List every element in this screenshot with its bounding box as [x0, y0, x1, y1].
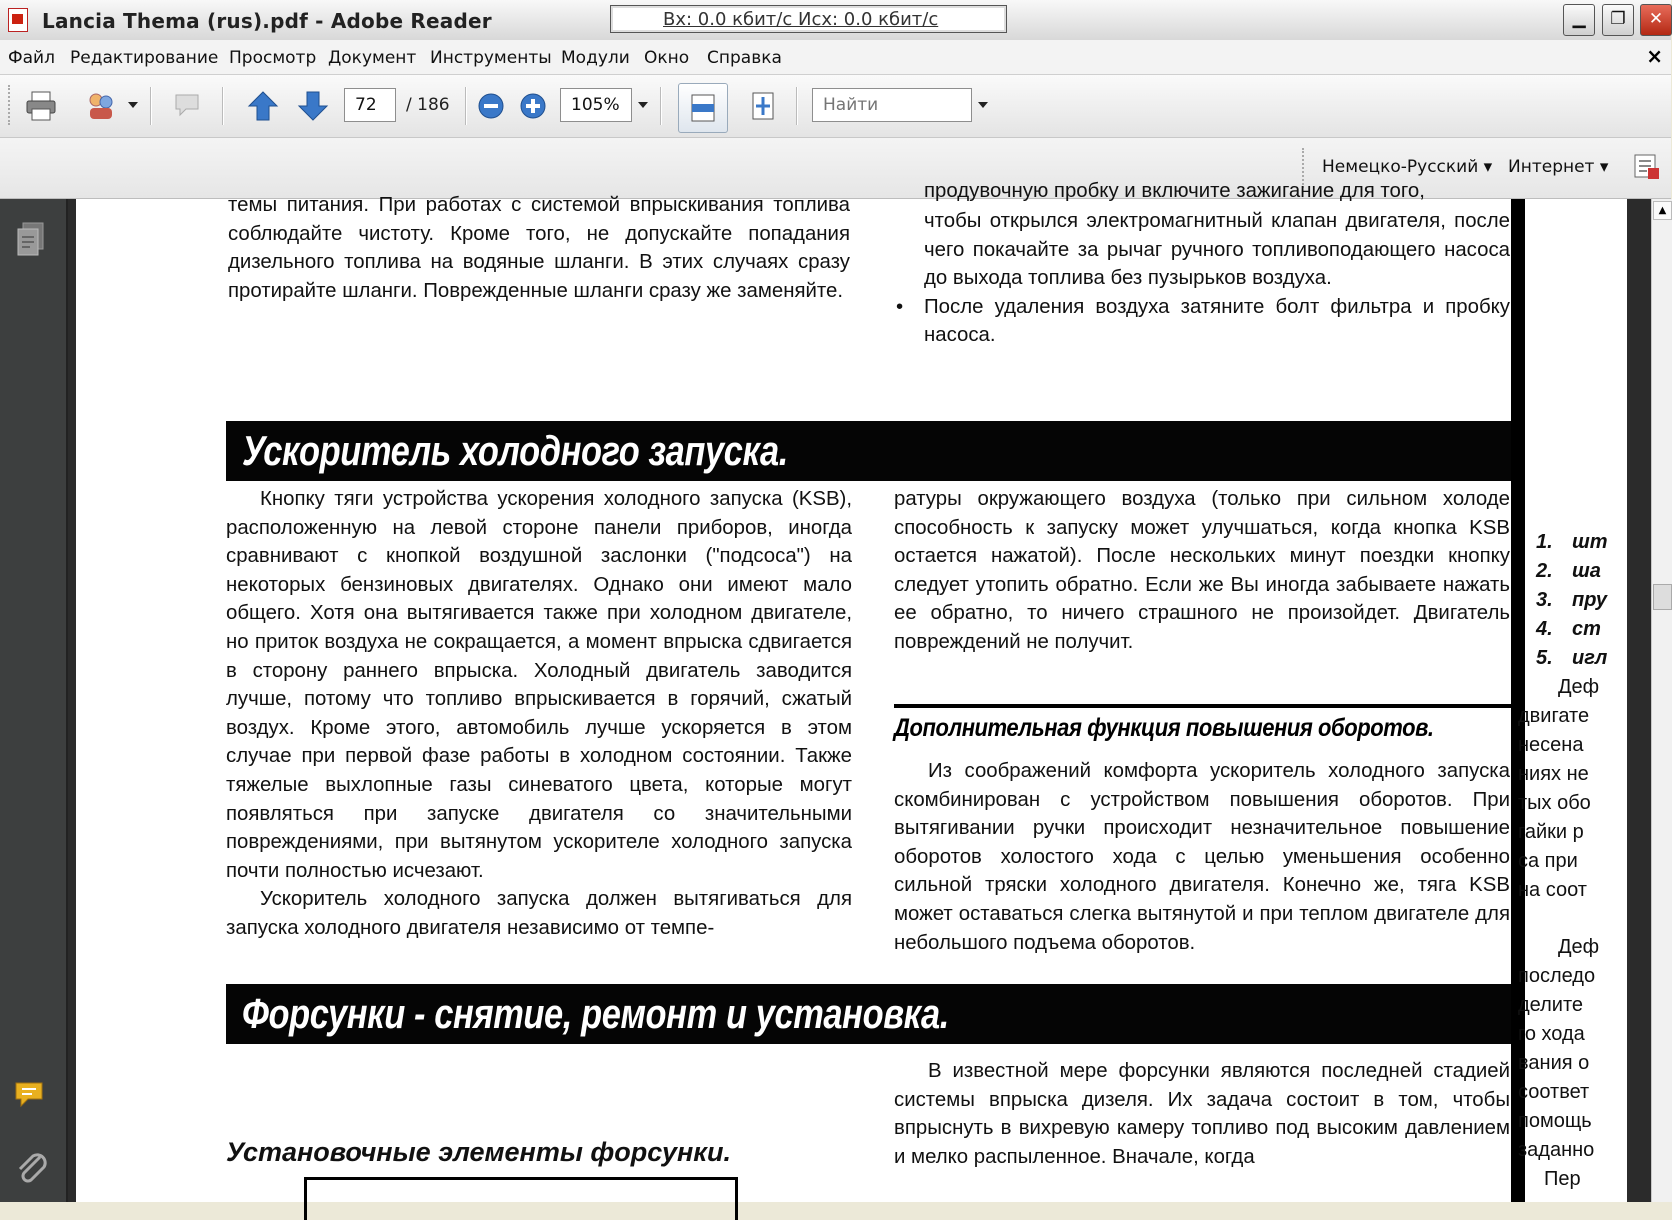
adobe-reader-icon [8, 8, 28, 32]
collaborate-icon[interactable] [84, 89, 118, 123]
previous-page-icon[interactable] [246, 89, 280, 123]
minimize-button[interactable]: ▁ [1563, 4, 1595, 36]
text-fragment: делите [1518, 994, 1584, 1016]
menu-bar [0, 40, 1671, 75]
translate-icon[interactable] [1632, 152, 1662, 182]
zoom-in-icon[interactable] [518, 91, 548, 121]
document-viewport[interactable] [68, 180, 1651, 1202]
text-fragment: заданно [1518, 1139, 1595, 1161]
text-fragment: Деф [1558, 936, 1600, 958]
text-fragment: соответ [1518, 1081, 1590, 1103]
toolbar-separator [150, 87, 152, 125]
zoom-level-input[interactable] [560, 88, 632, 122]
zoom-out-icon[interactable] [476, 91, 506, 121]
install-diagram-frame [304, 1177, 738, 1220]
toolbar-separator [660, 87, 662, 125]
comment-icon[interactable] [172, 89, 206, 123]
section-banner-injectors: Форсунки - снятие, ремонт и установка. [226, 984, 1527, 1044]
network-meter-text: Вх: 0.0 кбит/с Исх: 0.0 кбит/с [663, 9, 939, 30]
list-number: 3. [1536, 589, 1553, 611]
fit-page-icon[interactable] [746, 89, 780, 123]
text-fragment: тых обо [1518, 792, 1591, 814]
toolbar-separator [465, 87, 467, 125]
find-dropdown-icon[interactable] [978, 102, 988, 108]
text-fragment: гайки р [1518, 821, 1584, 843]
paragraph-bleeding: чтобы открылся электромагнитный клапан двигателя, после чего покачайте за рычаг ручного топливоподающего насоса до выхода топлива без пузырьков воздуха. • После удаления воздуха затяните болт фильтра и пробку насоса. [924, 207, 1510, 350]
next-page-fragment [1514, 199, 1627, 1202]
list-item: игл [1572, 647, 1608, 669]
print-icon[interactable] [24, 89, 58, 123]
install-heading: Установочные элементы форсунки. [226, 1137, 731, 1167]
text-fragment: Пер [1544, 1168, 1581, 1190]
text-fragment: Деф [1558, 676, 1600, 698]
page-total: / 186 [406, 95, 450, 115]
subsection-heading: Дополнительная функция повышения оборотов. [894, 704, 1512, 743]
pages-icon[interactable] [14, 221, 48, 259]
dictionary-dropdown[interactable]: Немецко-Русский ▾ [1322, 157, 1493, 177]
vertical-scrollbar[interactable] [1651, 199, 1672, 1202]
next-page-icon[interactable] [296, 89, 330, 123]
list-item: ша [1572, 560, 1601, 582]
list-item: шт [1572, 531, 1608, 553]
toolbar-grip[interactable] [8, 85, 14, 125]
network-meter [610, 5, 1007, 33]
text-fragment: го хода [1518, 1023, 1585, 1045]
text-fragment: са при [1518, 850, 1578, 872]
list-number: 4. [1536, 618, 1553, 640]
attachments-icon[interactable] [12, 1149, 52, 1189]
paragraph-ksb-left: Кнопку тяги устройства ускорения холодного запуска (KSB), расположенную на левой стороне панели приборов, иногда сравнивают с кнопкой воздушной заслонки ("подсоса") на некоторых бензиновых двигателях. Однако они имеют мало общего. Хотя она вытягивается также при холодном двигателе, но приток воздуха не сокращается, а момент впрыска сдвигается в сторону раннего впрыска. Холодный двигатель заводится лучше, потому что топливо впрыскивается в горячий, сжатый воздух. Кроме этого, автомобиль лучше ускоряется в этом случае при первой фазе работы в холодном состоянии. Также тяжелые выхлопные газы синеватого цвета, которые могут появляться при запуске двигателя со значительными повреждениями, при вытянутом ускорителе холодного запуска почти полностью исчезают. Ускоритель холодного запуска должен вытягиваться для запуска холодного двигателя независимо от темпе- [226, 488, 852, 939]
text-fragment: вания о [1518, 1052, 1590, 1074]
list-number: 5. [1536, 647, 1553, 669]
menu-tools[interactable]: Инструменты [430, 48, 552, 68]
paragraph-injectors: В известной мере форсунки являются последней стадией системы впрыска дизеля. Их задача состоит в том, чтобы впрыснуть в вихревую камеру топливо под высоким давлением и мелко распыленное. Вначале, когда [894, 1060, 1510, 1168]
text-fragment: ниях не [1518, 763, 1589, 785]
bullet-item: • После удаления воздуха затяните болт фильтра и пробку насоса. [896, 293, 1510, 350]
text-fragment: последо [1518, 965, 1596, 987]
paragraph-fuel-hoses: темы питания. При работах с системой впрыскивания топлива соблюдайте чистоту. Кроме того, не допускайте попадания дизельного топлива на водяные шланги. В этих случаях сразу протирайте шланги. Поврежденные шланги сразу же заменяйте. [228, 194, 850, 302]
list-item: ст [1572, 618, 1601, 640]
text-fragment: двигате [1518, 705, 1590, 727]
text-fragment: несена [1518, 734, 1584, 756]
text-fragment: помощь [1518, 1110, 1592, 1132]
find-input[interactable] [812, 88, 972, 122]
window-title: Lancia Thema (rus).pdf - Adobe Reader [42, 9, 492, 33]
navigation-pane [0, 199, 68, 1202]
menu-document[interactable]: Документ [328, 48, 417, 68]
web-search-dropdown[interactable]: Интернет ▾ [1508, 157, 1609, 177]
close-document-button[interactable]: × [1646, 44, 1663, 68]
scroll-up-arrow-icon[interactable]: ▲ [1653, 201, 1672, 220]
list-number: 1. [1536, 531, 1553, 553]
maximize-button[interactable]: ❐ [1602, 4, 1634, 36]
fit-width-button[interactable] [678, 83, 728, 133]
toolbar-separator [222, 87, 224, 125]
paragraph-ksb-right: ратуры окружающего воздуха (только при сильном холоде способность к запуску может улучшаться, когда кнопка KSB остается нажатой). После нескольких минут поездки кнопку следует утопить обратно. Если же Вы иногда забываете нажать ее обратно, то ничего страшного не произойдет. Двигатель повреждений не получит. [894, 488, 1510, 653]
pdf-page [76, 180, 1511, 1202]
menu-view[interactable]: Просмотр [229, 48, 317, 68]
main-toolbar [0, 75, 1671, 138]
scroll-thumb[interactable] [1653, 584, 1672, 610]
comments-icon[interactable] [12, 1079, 52, 1113]
menu-edit[interactable]: Редактирование [70, 48, 219, 68]
toolbar-separator [796, 87, 798, 125]
menu-plugins[interactable]: Модули [561, 48, 630, 68]
list-number: 2. [1536, 560, 1553, 582]
fit-width-icon [687, 92, 719, 124]
title-bar [0, 0, 1671, 41]
collaborate-dropdown-icon[interactable] [128, 102, 138, 108]
menu-window[interactable]: Окно [644, 48, 690, 68]
page-number-input[interactable] [344, 88, 396, 122]
list-item: пру [1572, 589, 1608, 611]
paragraph-idle-boost: Из соображений комфорта ускоритель холодного запуска скомбинирован с устройством повышения оборотов. При вытягивании ручки происходит незначительное повышение оборотов холостого хода с целью уменьшения особенно сильной тряски холодного двигателя. Конечно же, тяга KSB может оставаться слегка вытянутой и при теплом двигателе для небольшого подъема оборотов. [894, 760, 1510, 954]
paragraph-partial-line: продувочную пробку и включите зажигание для того, [924, 180, 1425, 202]
section-banner-cold-start: Ускоритель холодного запуска. [226, 421, 1527, 481]
zoom-dropdown-icon[interactable] [638, 102, 648, 108]
menu-file[interactable]: Файл [8, 48, 55, 68]
text-fragment: на соот [1518, 879, 1587, 901]
menu-help[interactable]: Справка [707, 48, 782, 68]
close-button[interactable]: ✕ [1640, 4, 1672, 36]
